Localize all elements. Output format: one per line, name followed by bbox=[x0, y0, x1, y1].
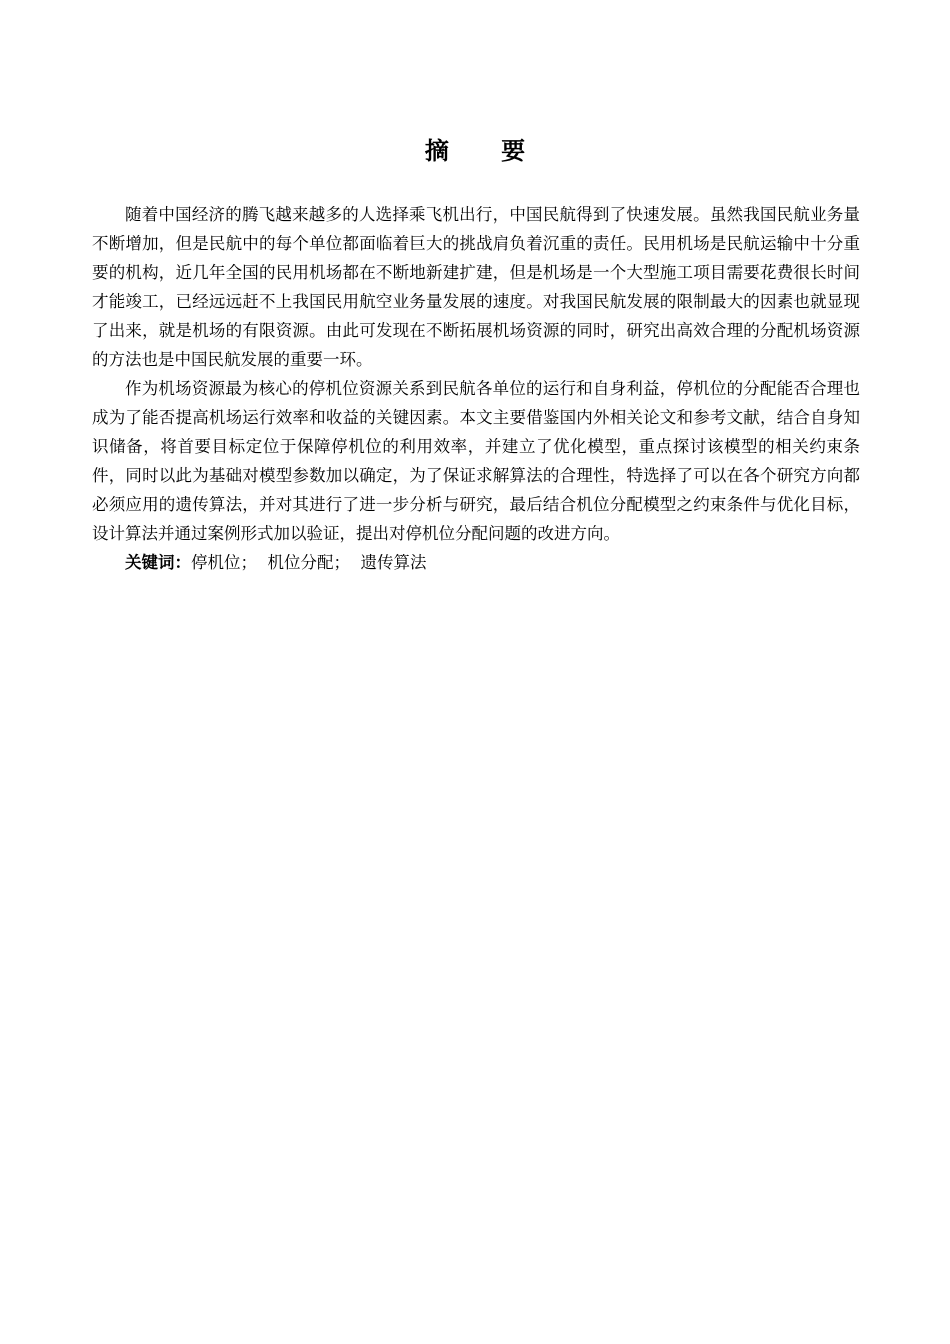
keyword-item: 机位分配； bbox=[267, 553, 350, 572]
abstract-title: 摘 要 bbox=[424, 137, 548, 165]
keywords-label: 关键词： bbox=[125, 553, 191, 572]
abstract-paragraph-2: 作为机场资源最为核心的停机位资源关系到民航各单位的运行和自身利益，停机位的分配能否合理也成为了能否提高机场运行效率和收益的关键因素。本文主要借鉴国内外相关论文和参考文献，结合自身知识储备，将首要目标定位于保障停机位的利用效率，并建立了优化模型，重点探讨该模型的相关约束条件，同时以此为基础对模型参数加以确定，为了保证求解算法的合理性，特选择了可以在各个研究方向都必须应用的遗传算法，并对其进行了进一步分析与研究，最后结合机位分配模型之约束条件与优化目标，设计算法并通过案例形式加以验证，提出对停机位分配问题的改进方向。 bbox=[92, 379, 860, 543]
abstract-body bbox=[92, 200, 860, 577]
keyword-item: 遗传算法 bbox=[360, 553, 427, 572]
keyword-item: 停机位； bbox=[191, 553, 257, 572]
keywords-line bbox=[92, 548, 860, 577]
abstract-paragraph-1: 随着中国经济的腾飞越来越多的人选择乘飞机出行，中国民航得到了快速发展。虽然我国民航业务量不断增加，但是民航中的每个单位都面临着巨大的挑战肩负着沉重的责任。民用机场是民航运输中十分重要的机构，近几年全国的民用机场都在不断地新建扩建，但是机场是一个大型施工项目需要花费很长时间才能竣工，已经远远赶不上我国民用航空业务量发展的速度。对我国民航发展的限制最大的因素也就显现了出来，就是机场的有限资源。由此可发现在不断拓展机场资源的同时，研究出高效合理的分配机场资源的方法也是中国民航发展的重要一环。 bbox=[92, 205, 860, 369]
